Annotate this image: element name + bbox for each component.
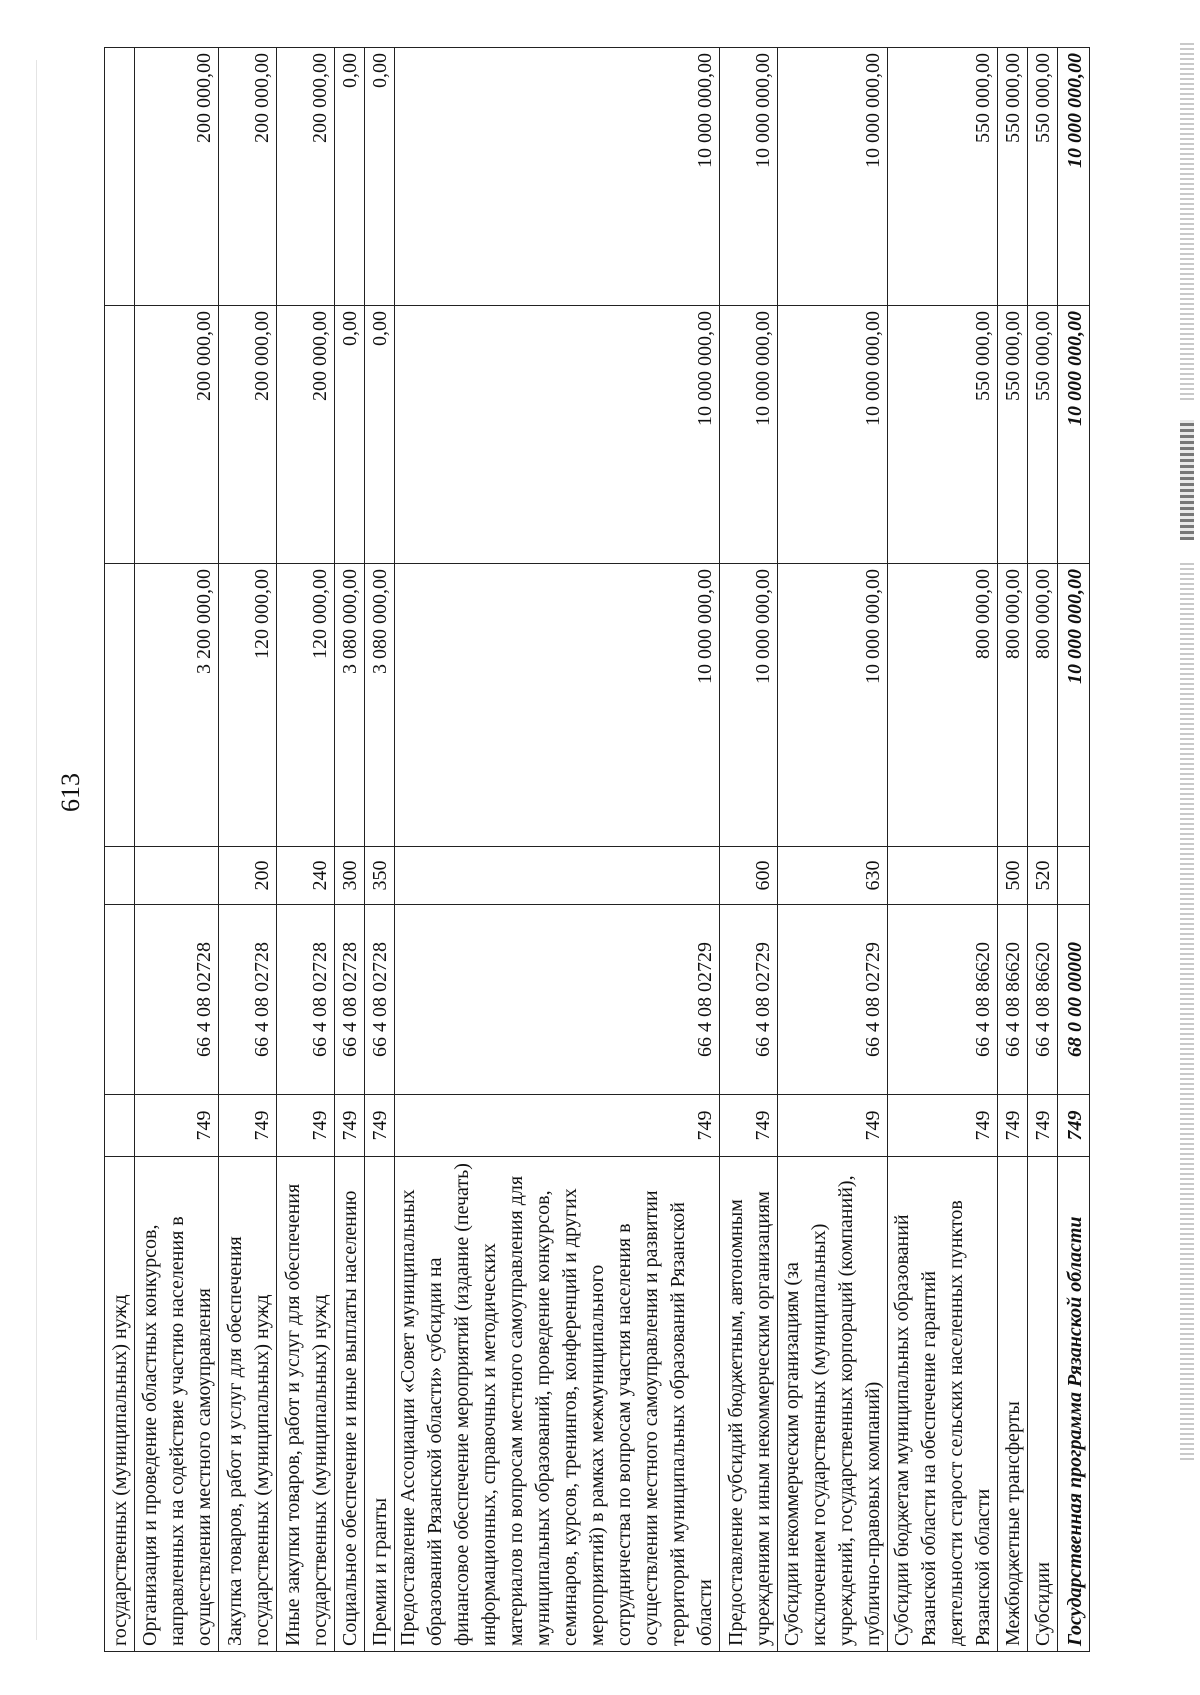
amount-year-3: 10 000 000,00 xyxy=(1058,48,1090,306)
expense-type-code xyxy=(395,847,720,905)
row-name: Субсидии xyxy=(1028,1157,1058,1652)
ministry-code: 749 xyxy=(888,1095,998,1157)
program-code: 66 4 08 02728 xyxy=(335,905,365,1095)
row-name: Субсидии некоммерческим организациям (за исключением государственных (муниципальных) учреждений, государственных корпораций (компаний), публично-правовых компаний) xyxy=(778,1157,888,1652)
row-name: Социальное обеспечение и иные выплаты населению xyxy=(335,1157,365,1652)
amount-year-1: 800 000,00 xyxy=(888,564,998,847)
table-row-total xyxy=(1058,48,1090,1652)
amount-year-1: 120 000,00 xyxy=(219,564,277,847)
row-name: Предоставление субсидий бюджетным, автономным учреждениям и иным некоммерческим организациям xyxy=(720,1157,778,1652)
row-name: Организация и проведение областных конкурсов, направленных на содействие участию населения в осуществлении местного самоуправления xyxy=(135,1157,219,1652)
table-row xyxy=(105,48,135,1652)
program-code: 66 4 08 02728 xyxy=(219,905,277,1095)
amount-year-2 xyxy=(105,306,135,564)
expense-type-code: 500 xyxy=(998,847,1028,905)
ministry-code: 749 xyxy=(720,1095,778,1157)
scan-margin-artifact xyxy=(1180,560,1194,1460)
amount-year-1: 800 000,00 xyxy=(998,564,1028,847)
table-row xyxy=(135,48,219,1652)
amount-year-1: 10 000 000,00 xyxy=(395,564,720,847)
amount-year-3 xyxy=(105,48,135,306)
expense-type-code: 300 xyxy=(335,847,365,905)
row-name: Закупка товаров, работ и услуг для обеспечения государственных (муниципальных) нужд xyxy=(219,1157,277,1652)
row-name: Предоставление Ассоциации «Совет муниципальных образований Рязанской области» субсидии на финансовое обеспечение мероприятий (издание (печать) информационных, справочных и методических материалов по вопросам местного самоуправления для муниципальных образований, проведение конкурсов, семинаров, курсов, тренингов, конференций и других мероприятий) в рамках межмуниципального сотрудничества по вопросам участия населения в осуществлении местного самоуправления и развитии территорий муниципальных образований Рязанской области xyxy=(395,1157,720,1652)
amount-year-1: 10 000 000,00 xyxy=(778,564,888,847)
table-row xyxy=(277,48,335,1652)
amount-year-2: 550 000,00 xyxy=(998,306,1028,564)
amount-year-1: 3 080 000,00 xyxy=(365,564,395,847)
table-row xyxy=(778,48,888,1652)
table-row xyxy=(1028,48,1058,1652)
expense-type-code xyxy=(135,847,219,905)
amount-year-2: 10 000 000,00 xyxy=(778,306,888,564)
table-row xyxy=(365,48,395,1652)
scan-edge-line xyxy=(36,60,37,1640)
scan-margin-artifact xyxy=(1180,420,1194,540)
row-name: Премии и гранты xyxy=(365,1157,395,1652)
amount-year-2: 550 000,00 xyxy=(888,306,998,564)
amount-year-2: 0,00 xyxy=(365,306,395,564)
amount-year-2: 0,00 xyxy=(335,306,365,564)
ministry-code: 749 xyxy=(1028,1095,1058,1157)
ministry-code: 749 xyxy=(219,1095,277,1157)
amount-year-1 xyxy=(105,564,135,847)
budget-sheet xyxy=(104,48,1084,1652)
amount-year-1: 120 000,00 xyxy=(277,564,335,847)
table-row xyxy=(219,48,277,1652)
amount-year-2: 10 000 000,00 xyxy=(1058,306,1090,564)
program-code: 66 4 08 02729 xyxy=(395,905,720,1095)
amount-year-2: 10 000 000,00 xyxy=(720,306,778,564)
amount-year-2: 200 000,00 xyxy=(277,306,335,564)
amount-year-3: 0,00 xyxy=(335,48,365,306)
ministry-code: 749 xyxy=(1058,1095,1090,1157)
amount-year-3: 0,00 xyxy=(365,48,395,306)
table-row xyxy=(888,48,998,1652)
amount-year-3: 200 000,00 xyxy=(135,48,219,306)
expense-type-code: 240 xyxy=(277,847,335,905)
amount-year-1: 3 080 000,00 xyxy=(335,564,365,847)
page-number: 613 xyxy=(56,773,85,812)
ministry-code: 749 xyxy=(135,1095,219,1157)
expense-type-code: 200 xyxy=(219,847,277,905)
table-row xyxy=(998,48,1028,1652)
expense-type-code: 350 xyxy=(365,847,395,905)
program-code: 66 4 08 02728 xyxy=(277,905,335,1095)
row-name: Межбюджетные трансферты xyxy=(998,1157,1028,1652)
table-row xyxy=(720,48,778,1652)
expense-type-code xyxy=(888,847,998,905)
expense-type-code: 520 xyxy=(1028,847,1058,905)
amount-year-3: 200 000,00 xyxy=(277,48,335,306)
amount-year-2: 10 000 000,00 xyxy=(395,306,720,564)
expense-type-code: 630 xyxy=(778,847,888,905)
row-name: государственных (муниципальных) нужд xyxy=(105,1157,135,1652)
program-code: 68 0 00 00000 xyxy=(1058,905,1090,1095)
expense-type-code xyxy=(105,847,135,905)
expense-type-code xyxy=(1058,847,1090,905)
amount-year-3: 10 000 000,00 xyxy=(395,48,720,306)
program-code: 66 4 08 02728 xyxy=(135,905,219,1095)
ministry-code: 749 xyxy=(998,1095,1028,1157)
ministry-code: 749 xyxy=(335,1095,365,1157)
amount-year-2: 200 000,00 xyxy=(219,306,277,564)
table-row xyxy=(335,48,365,1652)
amount-year-3: 550 000,00 xyxy=(888,48,998,306)
amount-year-2: 200 000,00 xyxy=(135,306,219,564)
program-code: 66 4 08 86620 xyxy=(1028,905,1058,1095)
expense-type-code: 600 xyxy=(720,847,778,905)
amount-year-1: 800 000,00 xyxy=(1028,564,1058,847)
amount-year-1: 10 000 000,00 xyxy=(1058,564,1090,847)
amount-year-3: 550 000,00 xyxy=(1028,48,1058,306)
row-name: Иные закупки товаров, работ и услуг для обеспечения государственных (муниципальных) нужд xyxy=(277,1157,335,1652)
program-code: 66 4 08 86620 xyxy=(888,905,998,1095)
ministry-code: 749 xyxy=(277,1095,335,1157)
program-code: 66 4 08 02728 xyxy=(365,905,395,1095)
program-code: 66 4 08 02729 xyxy=(778,905,888,1095)
amount-year-3: 550 000,00 xyxy=(998,48,1028,306)
amount-year-1: 3 200 000,00 xyxy=(135,564,219,847)
row-name: Государственная программа Рязанской области xyxy=(1058,1157,1090,1652)
row-name: Субсидии бюджетам муниципальных образований Рязанской области на обеспечение гарантий деятельности старост сельских населенных пунктов Рязанской области xyxy=(888,1157,998,1652)
table-row xyxy=(395,48,720,1652)
program-code: 66 4 08 86620 xyxy=(998,905,1028,1095)
program-code xyxy=(105,905,135,1095)
amount-year-3: 200 000,00 xyxy=(219,48,277,306)
ministry-code: 749 xyxy=(395,1095,720,1157)
amount-year-3: 10 000 000,00 xyxy=(720,48,778,306)
program-code: 66 4 08 02729 xyxy=(720,905,778,1095)
amount-year-2: 550 000,00 xyxy=(1028,306,1058,564)
ministry-code xyxy=(105,1095,135,1157)
ministry-code: 749 xyxy=(365,1095,395,1157)
amount-year-3: 10 000 000,00 xyxy=(778,48,888,306)
ministry-code: 749 xyxy=(778,1095,888,1157)
budget-table xyxy=(104,47,1090,1652)
amount-year-1: 10 000 000,00 xyxy=(720,564,778,847)
scan-margin-artifact xyxy=(1180,40,1194,400)
